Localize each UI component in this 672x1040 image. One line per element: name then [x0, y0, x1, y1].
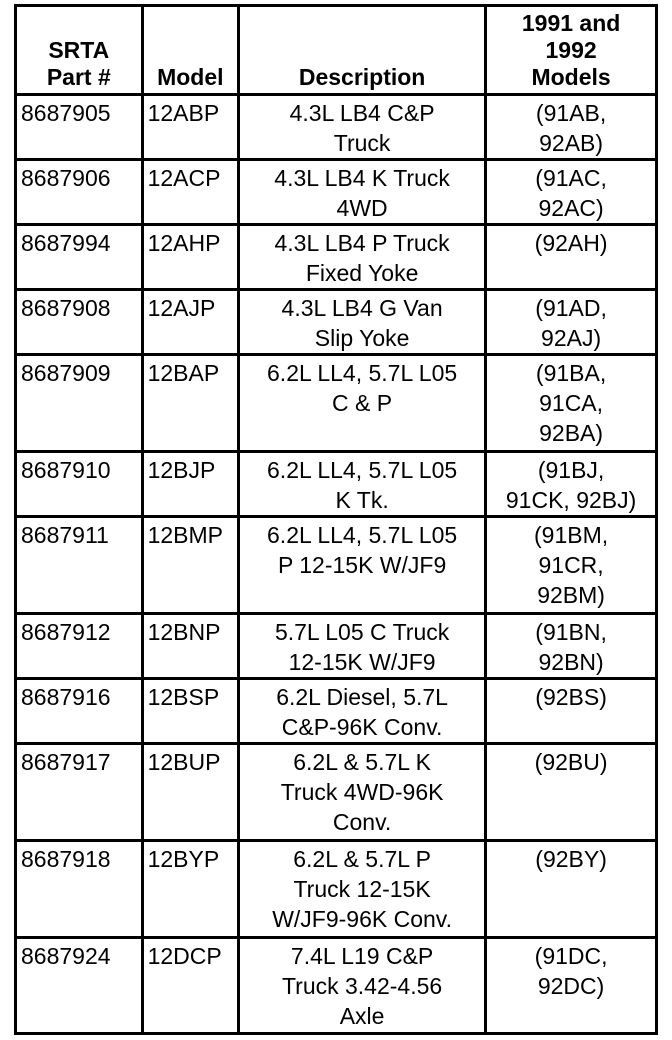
header-1991-1992-models: 1991 and 1992 Models [486, 6, 657, 95]
part-number-cell: 8687918 [16, 841, 143, 938]
header-model: Model [142, 6, 238, 95]
description-cell: 6.2L & 5.7L K Truck 4WD-96K Conv. [239, 744, 486, 841]
model-cell: 12BSP [142, 679, 238, 744]
models-cell: (91AC, 92AC) [486, 160, 657, 225]
table-row [16, 160, 657, 225]
models-cell: (91BM, 91CR, 92BM) [486, 517, 657, 614]
model-cell: 12BNP [142, 614, 238, 679]
part-number-cell: 8687906 [16, 160, 143, 225]
description-cell: 6.2L LL4, 5.7L L05 K Tk. [239, 452, 486, 517]
description-cell: 5.7L L05 C Truck 12-15K W/JF9 [239, 614, 486, 679]
model-cell: 12BJP [142, 452, 238, 517]
model-cell: 12ABP [142, 95, 238, 160]
part-number-cell: 8687905 [16, 95, 143, 160]
table-row [16, 355, 657, 452]
models-cell: (92BU) [486, 744, 657, 841]
description-cell: 4.3L LB4 C&P Truck [239, 95, 486, 160]
table-row [16, 517, 657, 614]
model-cell: 12ACP [142, 160, 238, 225]
part-number-cell: 8687910 [16, 452, 143, 517]
table-row [16, 452, 657, 517]
table-row [16, 95, 657, 160]
table-row [16, 744, 657, 841]
part-number-cell: 8687912 [16, 614, 143, 679]
table-row [16, 679, 657, 744]
part-number-cell: 8687917 [16, 744, 143, 841]
models-cell: (92BY) [486, 841, 657, 938]
header-row [16, 6, 657, 95]
models-cell: (91BA, 91CA, 92BA) [486, 355, 657, 452]
table-row [16, 614, 657, 679]
table-row [16, 841, 657, 938]
table-row [16, 225, 657, 290]
table-row [16, 938, 657, 1034]
description-cell: 7.4L L19 C&P Truck 3.42-4.56 Axle [239, 938, 486, 1034]
models-cell: (92AH) [486, 225, 657, 290]
header-part-number: SRTA Part # [16, 6, 143, 95]
models-cell: (91AD, 92AJ) [486, 290, 657, 355]
part-number-cell: 8687908 [16, 290, 143, 355]
model-cell: 12DCP [142, 938, 238, 1034]
part-number-cell: 8687924 [16, 938, 143, 1034]
description-cell: 6.2L Diesel, 5.7L C&P-96K Conv. [239, 679, 486, 744]
description-cell: 4.3L LB4 G Van Slip Yoke [239, 290, 486, 355]
model-cell: 12AHP [142, 225, 238, 290]
description-cell: 6.2L LL4, 5.7L L05 C & P [239, 355, 486, 452]
header-description: Description [239, 6, 486, 95]
table-row [16, 290, 657, 355]
model-cell: 12AJP [142, 290, 238, 355]
models-cell: (91BJ, 91CK, 92BJ) [486, 452, 657, 517]
model-cell: 12BUP [142, 744, 238, 841]
description-cell: 6.2L & 5.7L P Truck 12-15K W/JF9-96K Conv. [239, 841, 486, 938]
part-number-cell: 8687909 [16, 355, 143, 452]
description-cell: 4.3L LB4 K Truck 4WD [239, 160, 486, 225]
model-cell: 12BMP [142, 517, 238, 614]
model-cell: 12BAP [142, 355, 238, 452]
description-cell: 4.3L LB4 P Truck Fixed Yoke [239, 225, 486, 290]
part-number-cell: 8687994 [16, 225, 143, 290]
part-number-cell: 8687911 [16, 517, 143, 614]
model-cell: 12BYP [142, 841, 238, 938]
models-cell: (91DC, 92DC) [486, 938, 657, 1034]
description-cell: 6.2L LL4, 5.7L L05 P 12-15K W/JF9 [239, 517, 486, 614]
models-cell: (91AB, 92AB) [486, 95, 657, 160]
models-cell: (92BS) [486, 679, 657, 744]
parts-table [14, 4, 658, 1035]
part-number-cell: 8687916 [16, 679, 143, 744]
models-cell: (91BN, 92BN) [486, 614, 657, 679]
